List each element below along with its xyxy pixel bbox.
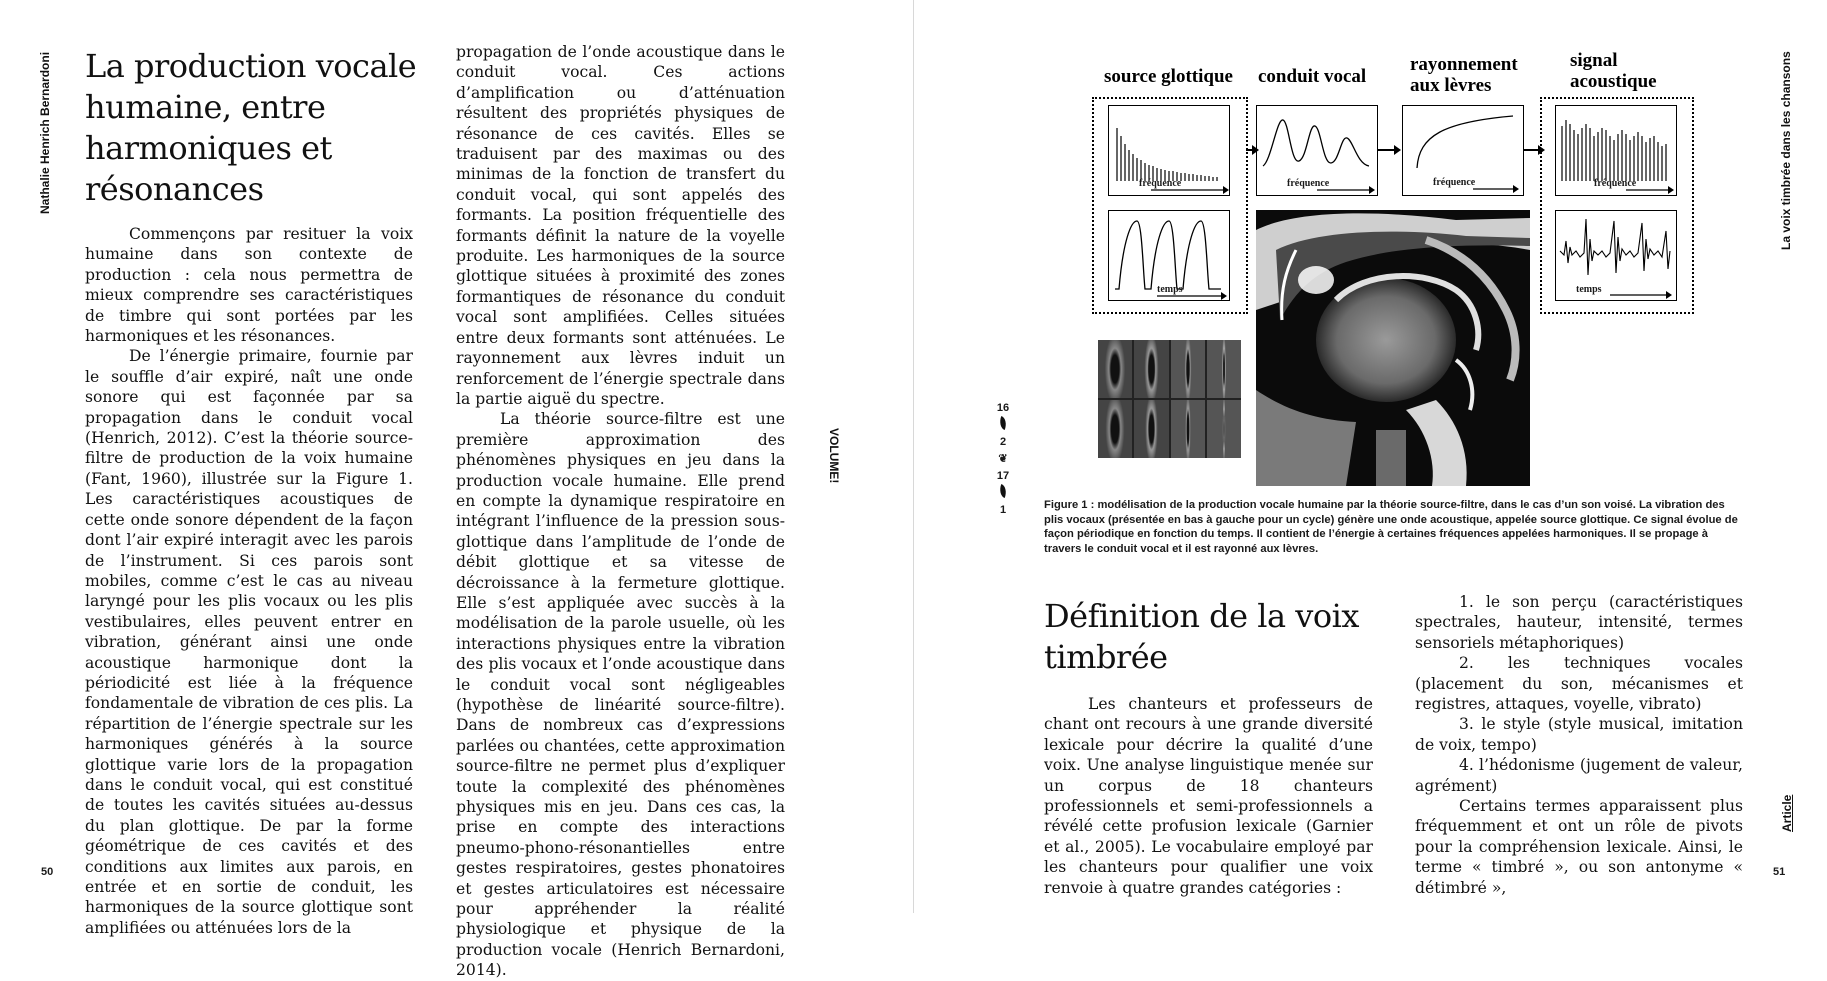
- chapter-title-line: résonances: [85, 170, 264, 208]
- left-page: [0, 0, 913, 980]
- body-column-2: [456, 42, 785, 981]
- list-item: 3. le style (style musical, imitation de voix, tempo): [1415, 715, 1743, 754]
- glottis-video-frames: [1098, 340, 1241, 458]
- source-time-plot: [1108, 210, 1230, 301]
- figure-title-signal: signal acoustique: [1570, 50, 1657, 92]
- section-title-line: Définition de la voix: [1044, 597, 1359, 635]
- list-item: 2. les techniques vocales (placement du son, mécanismes et registres, attaques, voyelle, vibrato): [1415, 654, 1743, 714]
- section-tag: Article: [1780, 794, 1794, 832]
- page-gutter: [913, 0, 914, 913]
- axis-label-frequence: fréquence: [1594, 178, 1637, 189]
- mri-svg: [1256, 210, 1530, 486]
- axis-label-temps: temps: [1576, 284, 1602, 295]
- issue-number: 1: [999, 504, 1007, 516]
- leaf-icon: [994, 417, 1012, 434]
- chapter-title-line: humaine, entre: [85, 88, 326, 126]
- paragraph: La théorie source-filtre est une première approximation des phénomènes physiques en jeu dans la production vocale humaine. Elle prend en compte la dynamique respiratoire en intégrant l’influence de la pression sous-glottique dans l’amplitude de l’onde de débit glottique et sa vitesse de décroissance à la fermeture glottique. Elle s’est appliquée avec succès à la modélisation de la parole usuelle, où les interactions physiques entre la vibration des plis vocaux et l’onde acoustique dans le conduit vocal sont négligeables (hypothèse de linéarité source-filtre). Dans de nombreux cas d’expressions parlées ou chantées, cette approximation source-filtre ne permet plus d’expliquer toute la complexité des phénomènes physiques mis en jeu. Dans ces cas, la prise en compte des interactions pneumo-phono-résonantielles entre gestes respiratoires, gestes phonatoires et gestes articulatoires est nécessaire pour appréhender la réalité physiologique et physique de la production vocale (Henrich Bernardoni, 2014).: [456, 410, 785, 980]
- vocal-tract-mri-image: [1256, 210, 1530, 486]
- running-head-author: Nathalie Henrich Bernardoni: [38, 51, 52, 214]
- signal-spectrum-plot: [1555, 105, 1677, 196]
- issue-number: 2: [999, 436, 1007, 448]
- section-title-line: timbrée: [1044, 638, 1168, 676]
- section-title: [1044, 596, 1374, 678]
- page-number-right: 51: [1773, 866, 1786, 878]
- heart-icon: ❦: [998, 453, 1008, 465]
- figure-title-source: source glottique: [1104, 66, 1233, 87]
- paragraph: Les chanteurs et professeurs de chant ont recours à une grande diversité lexicale pour décrire la qualité d’une voix. Une analyse linguistique menée sur un corpus de 18 chanteurs professionnels et semi-professionnels a révélé cette profusion lexicale (Garnier et al., 2005). Le vocabulaire employé par les chanteurs pour qualifier une voix renvoie à quatre grandes catégories :: [1044, 695, 1373, 897]
- issue-marker: [994, 400, 1012, 519]
- paragraph: propagation de l’onde acoustique dans le conduit vocal. Ces actions d’amplification ou d’atténuation résultent des propriétés physiques de résonance de ces cavités. Elles se traduisent par des maximas ou des minimas de la fonction de transfert du conduit vocal, qui sont appelés des formants. La position fréquentielle des formants définit la nature de la voyelle produite. Les harmoniques de la source glottique situées à proximité des zones formantiques de résonance du conduit vocal sont amplifiées. Celles situées entre deux formants sont atténuées. Le rayonnement aux lèvres induit un renforcement de l’énergie spectrale dans la partie aiguë du spectre.: [456, 43, 785, 408]
- stage-arrows: [1240, 140, 1560, 160]
- chapter-title-line: La production vocale: [85, 47, 417, 85]
- axis-label-frequence: fréquence: [1287, 178, 1330, 189]
- body-column-1: [85, 224, 413, 938]
- axis-label-frequence: fréquence: [1139, 178, 1182, 189]
- source-spectrum-plot: [1108, 105, 1230, 196]
- paragraph: Certains termes apparaissent plus fréquemment et ont un rôle de pivots pour la compréhension lexicale. Ainsi, le terme « timbré », ou son antonyme « détimbré »,: [1415, 797, 1743, 897]
- axis-label-frequence: fréquence: [1433, 177, 1476, 188]
- paragraph: De l’énergie primaire, fournie par le souffle d’air expiré, naît une onde sonore qui est façonnée par sa propagation dans le conduit vocal (Henrich, 2012). C’est la théorie source-filtre de production de la voix humaine (Fant, 1960), illustrée sur la Figure 1. Les caractéristiques acoustiques de cette onde sonore dépendent de la façon dont l’air expiré interagit avec les parois de l’instrument. Si ces parois sont mobiles, comme c’est le cas au niveau laryngé pour les plis vocaux ou les plis vestibulaires, elles peuvent entrer en vibration, générant ainsi une onde acoustique harmonique dont la périodicité est liée à la fréquence fondamentale de vibration de ces plis. La répartition de l’énergie spectrale sur les harmoniques générés à la source glottique varie lors de la propagation dans le conduit vocal, qui est constitué de toutes les cavités situées au-dessus du plan glottique. De par la forme géométrique de ces cavités et des conditions aux limites aux parois, en entrée et en sortie de conduit, les harmoniques de la source glottique sont amplifiées ou atténuées lors de la: [85, 347, 413, 937]
- body-column-4: [1415, 592, 1743, 898]
- axis-label-temps: temps: [1157, 284, 1183, 295]
- signal-time-plot: [1555, 210, 1677, 301]
- issue-number: 17: [996, 470, 1010, 482]
- issue-number: 16: [996, 402, 1010, 414]
- spine-label: VOLUME!: [827, 428, 841, 484]
- leaf-icon: [994, 485, 1012, 502]
- chapter-title: [85, 46, 425, 210]
- figure-title-rayonnement: rayonnement aux lèvres: [1410, 54, 1518, 96]
- figure-title-conduit: conduit vocal: [1258, 66, 1367, 87]
- page-number-left: 50: [41, 866, 54, 878]
- chapter-title-line: harmoniques et: [85, 129, 332, 167]
- running-head-title: La voix timbrée dans les chansons: [1779, 51, 1793, 250]
- signal-time-svg: [1556, 211, 1676, 300]
- list-item: 1. le son perçu (caractéristiques spectrales, hauteur, intensité, termes sensoriels métaphoriques): [1415, 593, 1743, 652]
- paragraph: Commençons par resituer la voix humaine dans son contexte de production : cela nous permettra de mieux comprendre ses caractéristiques de timbre qui sont portées par les harmoniques et les résonances.: [85, 225, 413, 346]
- figure-caption: Figure 1 : modélisation de la production vocale humaine par la théorie source-filtre, dans le cas d’un son voisé. La vibration des plis vocaux (présentée en bas à gauche pour un cycle) génère une onde acoustique, appelée source glottique. Ce signal évolue de façon périodique en fonction du temps. Il contient de l’énergie à certaines fréquences appelées harmoniques. Il se propage à travers le conduit vocal et il est rayonné aux lèvres.: [1044, 499, 1738, 555]
- list-item: 4. l’hédonisme (jugement de valeur, agrément): [1415, 756, 1743, 795]
- body-column-3: [1044, 694, 1373, 898]
